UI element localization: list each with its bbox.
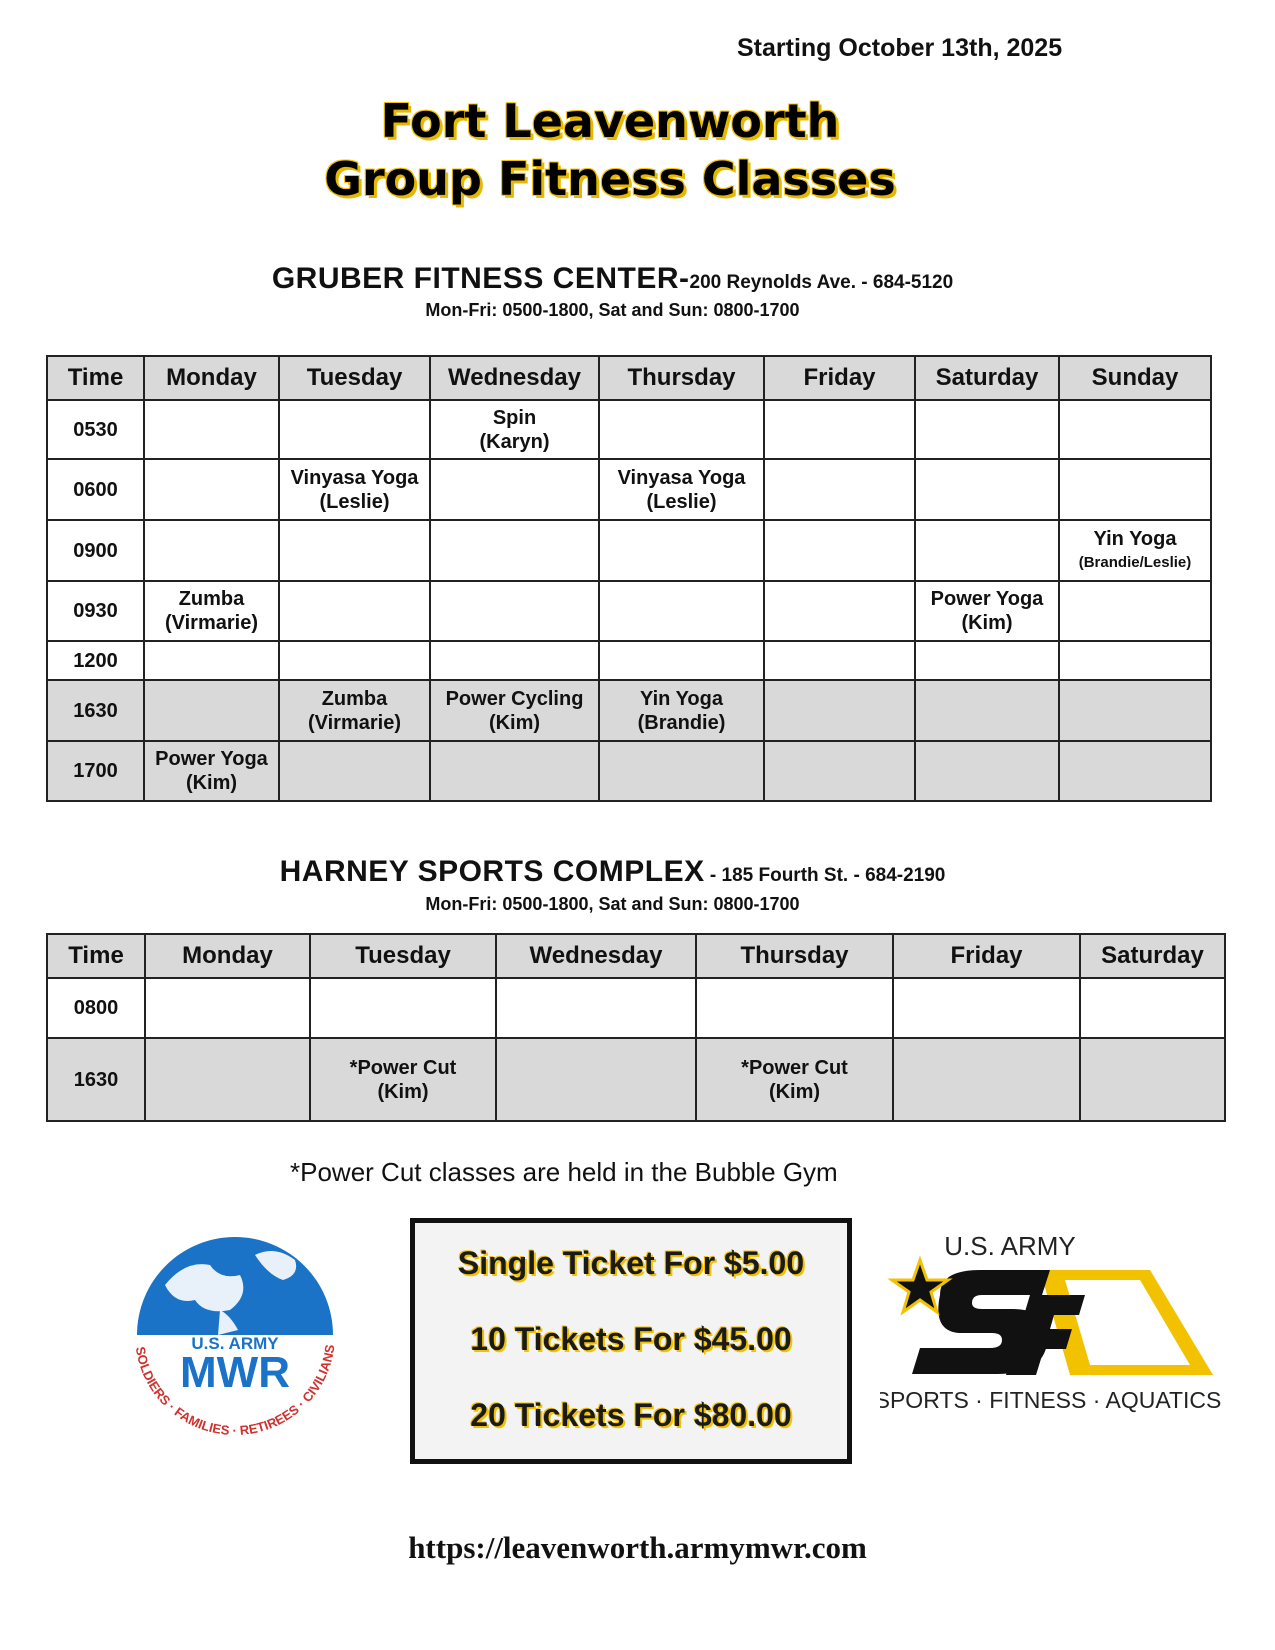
class-cell [144,520,279,581]
class-cell [144,680,279,741]
class-cell [144,400,279,459]
gruber-name: GRUBER FITNESS CENTER- [271,262,690,295]
instructor-name: (Virmarie) [307,711,401,734]
gruber-hours: Mon-Fri: 0500-1800, Sat and Sun: 0800-1700 [425,300,800,320]
harney-address: - 185 Fourth St. - 684-2190 [704,865,946,886]
mwr-ring-text: SOLDIERS · FAMILIES · RETIREES · CIVILIANS [132,1343,338,1438]
ticket-price-10: 10 Tickets For $45.00 [470,1321,792,1357]
class-cell [1059,581,1211,641]
class-cell [915,641,1059,680]
class-cell [1059,680,1211,741]
class-cell [430,641,599,680]
class-name: Power Cycling [445,687,584,710]
time-cell: 0900 [47,520,144,581]
instructor-name: (Kim) [768,1080,821,1103]
instructor-name: (Leslie) [646,490,717,513]
header-friday: Friday [893,934,1080,978]
header-monday: Monday [144,356,279,400]
class-name: Power Yoga [930,588,1044,610]
class-name: Power Yoga [155,748,268,770]
class-cell [764,459,915,520]
class-name: Yin Yoga [1093,527,1177,550]
instructor-name: (Kim) [488,711,541,734]
ticket-prices-box [410,1218,852,1464]
instructor-name: (Kim) [377,1080,429,1103]
class-cell [310,1038,496,1121]
class-cell [764,581,915,641]
header-thursday: Thursday [696,934,893,978]
class-cell [430,581,599,641]
class-cell [430,680,599,741]
harney-schedule-table [46,933,1226,1122]
class-cell [279,520,430,581]
class-cell [696,978,893,1038]
class-cell [599,520,764,581]
class-cell [893,978,1080,1038]
table-row [47,459,1211,520]
class-cell [279,581,430,641]
ticket-price-single: Single Ticket For $5.00 [457,1245,805,1281]
table-row [47,741,1211,801]
table-row [47,680,1211,741]
class-cell [915,581,1059,641]
class-cell [764,680,915,741]
class-cell [1059,400,1211,459]
sfa-bottom-text: SPORTS · FITNESS · AQUATICS [880,1387,1222,1413]
class-cell [430,400,599,459]
class-name: Yin Yoga [640,687,723,710]
class-cell [279,400,430,459]
class-name: *Power Cut [349,1056,457,1079]
class-cell [144,581,279,641]
class-cell [279,741,430,801]
header-saturday: Saturday [915,356,1059,400]
header-sunday: Sunday [1059,356,1211,400]
instructor-name: (Leslie) [319,490,390,513]
time-cell: 0530 [47,400,144,459]
sfa-logo [880,1225,1240,1415]
class-cell [1059,459,1211,520]
class-cell [915,680,1059,741]
class-cell [1080,978,1225,1038]
gruber-address: 200 Reynolds Ave. - 684-5120 [689,272,954,293]
class-cell [764,641,915,680]
class-name: Zumba [178,588,245,610]
header-wednesday: Wednesday [496,934,696,978]
mwr-logo [125,1215,345,1445]
instructor-name: (Kim) [185,772,238,794]
page-title-line1: Fort Leavenworth [380,94,840,148]
class-cell [599,459,764,520]
class-cell [430,520,599,581]
instructor-name: (Brandie/Leslie) [1078,553,1192,571]
table-row [47,641,1211,680]
class-name: Vinyasa Yoga [617,466,746,489]
header-thursday: Thursday [599,356,764,400]
class-cell [144,459,279,520]
table-row [47,1038,1225,1121]
table-row [47,581,1211,641]
instructor-name: (Kim) [961,612,1013,634]
sfa-top-text: U.S. ARMY [944,1231,1076,1261]
ticket-price-20: 20 Tickets For $80.00 [470,1397,792,1433]
class-cell [599,400,764,459]
table-row [47,520,1211,581]
instructor-name: (Brandie) [637,711,726,734]
class-name: Vinyasa Yoga [290,466,419,489]
harney-name: HARNEY SPORTS COMPLEX [279,855,705,888]
class-cell [915,741,1059,801]
time-cell: 1630 [47,1038,145,1121]
class-cell [1059,641,1211,680]
header-wednesday: Wednesday [430,356,599,400]
class-cell [599,680,764,741]
class-cell [1059,520,1211,581]
header-friday: Friday [764,356,915,400]
gruber-schedule-table [46,355,1212,802]
header-saturday: Saturday [1080,934,1225,978]
class-name: Spin [492,406,537,429]
class-cell [430,459,599,520]
instructor-name: (Karyn) [479,430,550,453]
gruber-heading [0,262,1225,296]
class-cell [279,459,430,520]
harney-hours: Mon-Fri: 0500-1800, Sat and Sun: 0800-1700 [425,894,800,914]
header-time: Time [47,356,144,400]
time-cell: 1700 [47,741,144,801]
mwr-main-text: MWR [180,1348,290,1397]
time-cell: 1630 [47,680,144,741]
class-cell [144,741,279,801]
class-name: *Power Cut [741,1056,848,1079]
class-name: Zumba [321,687,388,710]
class-cell [310,978,496,1038]
class-cell [144,641,279,680]
class-cell [145,1038,310,1121]
class-cell [893,1038,1080,1121]
instructor-name: (Virmarie) [164,612,258,634]
header-tuesday: Tuesday [279,356,430,400]
class-cell [764,520,915,581]
class-cell [1059,741,1211,801]
harney-heading [0,855,1225,889]
class-cell [915,459,1059,520]
power-cut-footnote: *Power Cut classes are held in the Bubble Gym [290,1157,838,1187]
class-cell [599,741,764,801]
class-cell [430,741,599,801]
class-cell [764,741,915,801]
class-cell [279,641,430,680]
page-title-line2: Group Fitness Classes [324,152,896,206]
header-monday: Monday [145,934,310,978]
time-cell: 1200 [47,641,144,680]
header-time: Time [47,934,145,978]
table-row [47,978,1225,1038]
class-cell [1080,1038,1225,1121]
class-cell [696,1038,893,1121]
class-cell [915,520,1059,581]
class-cell [496,978,696,1038]
class-cell [599,581,764,641]
class-cell [599,641,764,680]
class-cell [915,400,1059,459]
start-date: Starting October 13th, 2025 [737,34,1063,62]
table-row [47,400,1211,459]
header-tuesday: Tuesday [310,934,496,978]
time-cell: 0600 [47,459,144,520]
class-cell [496,1038,696,1121]
time-cell: 0800 [47,978,145,1038]
class-cell [145,978,310,1038]
time-cell: 0930 [47,581,144,641]
mwr-top-text: U.S. ARMY [191,1334,279,1353]
website-url[interactable]: https://leavenworth.armymwr.com [408,1530,867,1565]
class-cell [764,400,915,459]
class-cell [279,680,430,741]
